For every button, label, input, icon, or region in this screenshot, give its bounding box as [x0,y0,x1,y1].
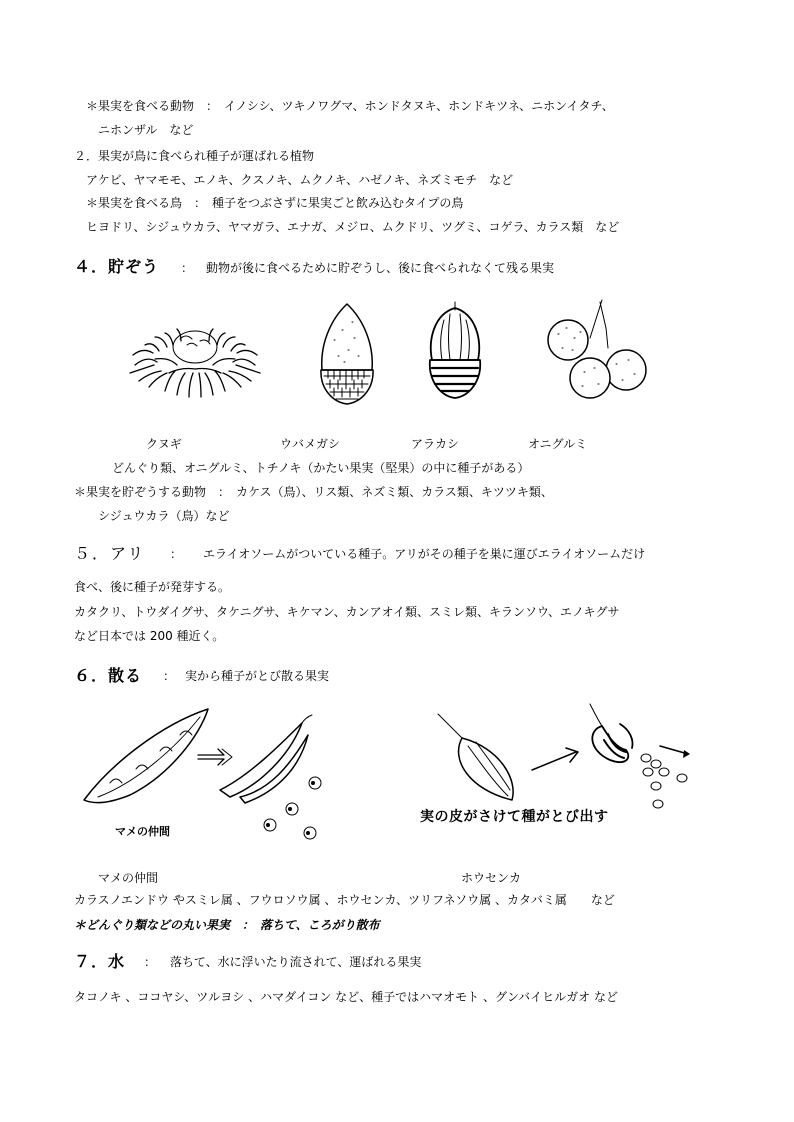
arakashi-caption: アラカシ [411,437,460,451]
section-2-birds-label: ＊果実を食べる鳥 ： 種子をつぶさずに果実ごと飲み込むタイプの鳥 [86,196,464,210]
section-4-colon: ： [181,261,194,275]
section-6-description: 実から種子がとび散る果実 [185,669,330,683]
arakashi-illustration [420,300,490,410]
section-5-description: エライオソームがついている種子。アリがその種子を巣に運びエライオソームだけ [203,547,646,561]
ubamegashi-caption: ウバメガシ [280,437,341,451]
kunugi-caption: クヌギ [146,437,182,451]
section-4-line-2: ＊果実を貯ぞうする動物 ： カケス（鳥）、リス類、ネズミ類、カラス類、キツツキ類、 [74,485,553,499]
section-5-heading: ５．アリ [74,544,146,563]
ubamegashi-illustration [312,300,382,420]
kunugi-illustration [125,315,265,400]
section-6-note: ＊どんぐり類などの丸い果実 ： 落ちて、ころがり散布 [74,918,380,932]
section-5-colon: ： [170,547,183,561]
animals-line-2: ニホンザル など [98,123,194,137]
section-7-heading: ７．水 [74,952,126,971]
section-4-line-1: どんぐり類、オニグルミ、トチノキ（かたい果実（堅果）の中に種子がある） [112,461,530,475]
section-4-line-3: シジュウカラ（鳥）など [98,509,230,523]
onigurumi-illustration [540,298,650,403]
bean-caption: マメの仲間 [98,871,159,885]
section-2-birds: ヒヨドリ、シジュウカラ、ヤマガラ、エナガ、メジロ、ムクドリ、ツグミ、コゲラ、カラス類 など [86,220,620,234]
section-7-description: 落ちて、水に浮いたり流されて、運ばれる果実 [170,955,422,969]
section-5-line-3: カタクリ、トウダイグサ、タケニグサ、キケマン、カンアオイ類、スミレ類、キランソウ、エノキグサ [74,605,620,619]
section-6-colon: ： [163,669,176,683]
section-7-colon: ： [144,955,157,969]
onigurumi-caption: オニグルミ [528,437,588,451]
section-6-list: カラスノエンドウ やスミレ属 、フウロソウ属 、ホウセンカ、ツリフネソウ属 、カタバミ属 など [74,893,615,907]
housenka-caption: ホウセンカ [461,871,522,885]
section-4-description: 動物が後に食べるために貯ぞうし、後に食べられなくて残る果実 [206,261,555,275]
animals-line-1: ＊果実を食べる動物 ： イノシシ、ツキノワグマ、ホンドタヌキ、ホンドキツネ、ニホンイタチ、 [86,99,614,113]
section-2-title: ２．果実が鳥に食べられ種子が運ばれる植物 [74,149,315,163]
section-7-list: タコノキ 、ココヤシ、ツルヨシ 、ハマダイコン など、種子ではハマオモト 、グンバイヒルガオ など [74,990,618,1004]
section-4-heading: ４．貯ぞう [74,257,160,276]
housenka-figure-label: 実の皮がさけて種がとび出す [420,809,609,825]
section-2-plants: アケビ、ヤマモモ、エノキ、クスノキ、ムクノキ、ハゼノキ、ネズミモチ など [86,173,514,187]
section-5-line-4: など日本では 200 種近く。 [74,629,225,643]
bean-figure-label: マメの仲間 [115,825,170,838]
section-6-heading: ６．散る [74,666,143,685]
section-5-line-2: 食べ、後に種子が発芽する。 [74,580,231,594]
